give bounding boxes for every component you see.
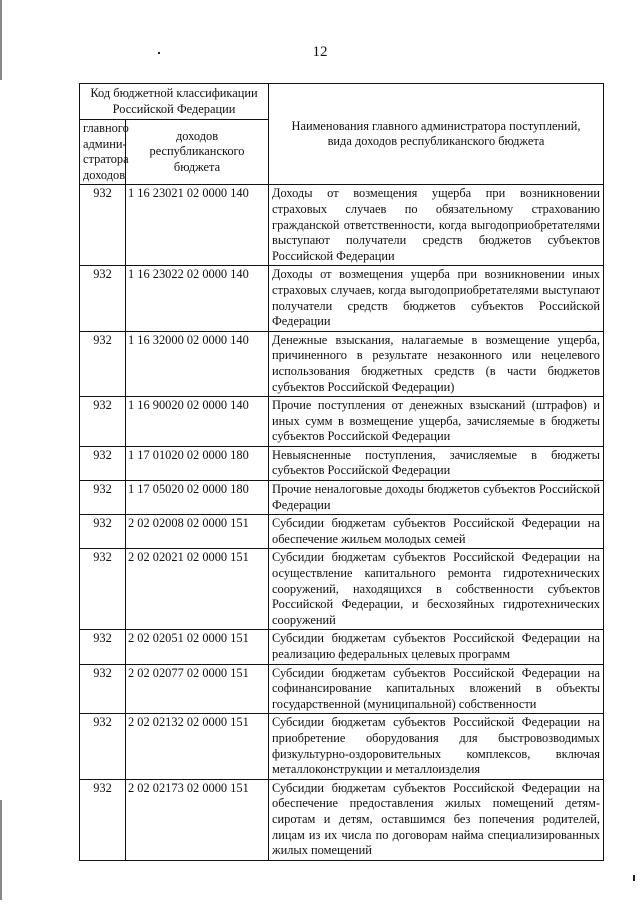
- income-name-cell: Доходы от возмещения ущерба при возникновении иных страховых случаев, когда выгодоприобретателями выступают получатели средств бюджетов субъектов Российской Федерации: [269, 266, 604, 331]
- header-republican-budget-income: доходов республиканского бюджета: [126, 120, 269, 185]
- header-group-budget-classification: Код бюджетной классификации Российской Федерации: [80, 84, 269, 120]
- budget-code-cell: 1 17 01020 02 0000 180: [126, 446, 269, 480]
- income-name-cell: Субсидии бюджетам субъектов Российской Федерации на реализацию федеральных целевых программ: [269, 630, 604, 664]
- income-name-cell: Денежные взыскания, налагаемые в возмещение ущерба, причиненного в результате незаконного или нецелевого использования бюджетных средств (в части бюджетов субъектов Российской Федерации): [269, 331, 604, 396]
- administrator-code-cell: 932: [80, 779, 126, 860]
- budget-classification-table: [79, 83, 604, 861]
- table-row: [80, 185, 604, 266]
- income-name-cell: Субсидии бюджетам субъектов Российской Федерации на обеспечение предоставления жилых помещений детям-сиротам и детям, оставшимся без попечения родителей, лицам из их числа по договорам найма специализированных жилых помещений: [269, 779, 604, 860]
- header-row-group: [80, 84, 604, 120]
- budget-code-cell: 1 17 05020 02 0000 180: [126, 481, 269, 515]
- administrator-code-cell: 932: [80, 549, 126, 630]
- income-name-cell: Прочие неналоговые доходы бюджетов субъектов Российской Федерации: [269, 481, 604, 515]
- administrator-code-cell: 932: [80, 714, 126, 779]
- administrator-code-cell: 932: [80, 397, 126, 447]
- budget-code-cell: 2 02 02051 02 0000 151: [126, 630, 269, 664]
- table-row: [80, 446, 604, 480]
- page-number: 12: [312, 44, 328, 60]
- table-row: [80, 515, 604, 549]
- income-name-cell: Субсидии бюджетам субъектов Российской Федерации на софинансирование капитальных вложений в объекты государственной (муниципальной) собственности: [269, 664, 604, 714]
- table-row: [80, 664, 604, 714]
- table-row: [80, 714, 604, 779]
- table-row: [80, 549, 604, 630]
- administrator-code-cell: 932: [80, 266, 126, 331]
- header-main-administrator: главного админи-стратора доходов: [80, 120, 126, 185]
- income-name-cell: Прочие поступления от денежных взысканий (штрафов) и иных сумм в возмещение ущерба, зачисляемые в бюджеты субъектов Российской Федерации: [269, 397, 604, 447]
- table-row: [80, 481, 604, 515]
- budget-code-cell: 2 02 02077 02 0000 151: [126, 664, 269, 714]
- table-row: [80, 779, 604, 860]
- budget-code-cell: 2 02 02021 02 0000 151: [126, 549, 269, 630]
- administrator-code-cell: 932: [80, 185, 126, 266]
- header-administrator-name: Наименования главного администратора поступлений, вида доходов республиканского бюджета: [269, 84, 604, 185]
- table-row: [80, 630, 604, 664]
- administrator-code-cell: 932: [80, 481, 126, 515]
- income-name-cell: Невыясненные поступления, зачисляемые в бюджеты субъектов Российской Федерации: [269, 446, 604, 480]
- administrator-code-cell: 932: [80, 331, 126, 396]
- income-name-cell: Доходы от возмещения ущерба при возникновении страховых случаев по обязательному страхованию гражданской ответственности, когда выгодоприобретателями выступают получатели средств бюджетов субъектов Российской Федерации: [269, 185, 604, 266]
- budget-code-cell: 2 02 02008 02 0000 151: [126, 515, 269, 549]
- table-row: [80, 331, 604, 396]
- scan-dust-mark: [633, 875, 635, 881]
- budget-code-cell: 1 16 90020 02 0000 140: [126, 397, 269, 447]
- budget-code-cell: 2 02 02132 02 0000 151: [126, 714, 269, 779]
- table-row: [80, 397, 604, 447]
- budget-code-cell: 1 16 23021 02 0000 140: [126, 185, 269, 266]
- table-row: [80, 266, 604, 331]
- table-body: [80, 185, 604, 860]
- administrator-code-cell: 932: [80, 664, 126, 714]
- scan-edge-mark: [0, 0, 2, 80]
- income-name-cell: Субсидии бюджетам субъектов Российской Федерации на приобретение оборудования для быстровозводимых физкультурно-оздоровительных комплексов, включая металлоконструкции и металлоизделия: [269, 714, 604, 779]
- budget-code-cell: 2 02 02173 02 0000 151: [126, 779, 269, 860]
- administrator-code-cell: 932: [80, 446, 126, 480]
- administrator-code-cell: 932: [80, 515, 126, 549]
- income-name-cell: Субсидии бюджетам субъектов Российской Федерации на осуществление капитального ремонта гидротехнических сооружений, находящихся в собственности субъектов Российской Федерации, и бесхозяйных гидротехнических сооружений: [269, 549, 604, 630]
- administrator-code-cell: 932: [80, 630, 126, 664]
- budget-code-cell: 1 16 23022 02 0000 140: [126, 266, 269, 331]
- budget-code-cell: 1 16 32000 02 0000 140: [126, 331, 269, 396]
- income-name-cell: Субсидии бюджетам субъектов Российской Федерации на обеспечение жильем молодых семей: [269, 515, 604, 549]
- scan-edge-mark: [0, 800, 2, 900]
